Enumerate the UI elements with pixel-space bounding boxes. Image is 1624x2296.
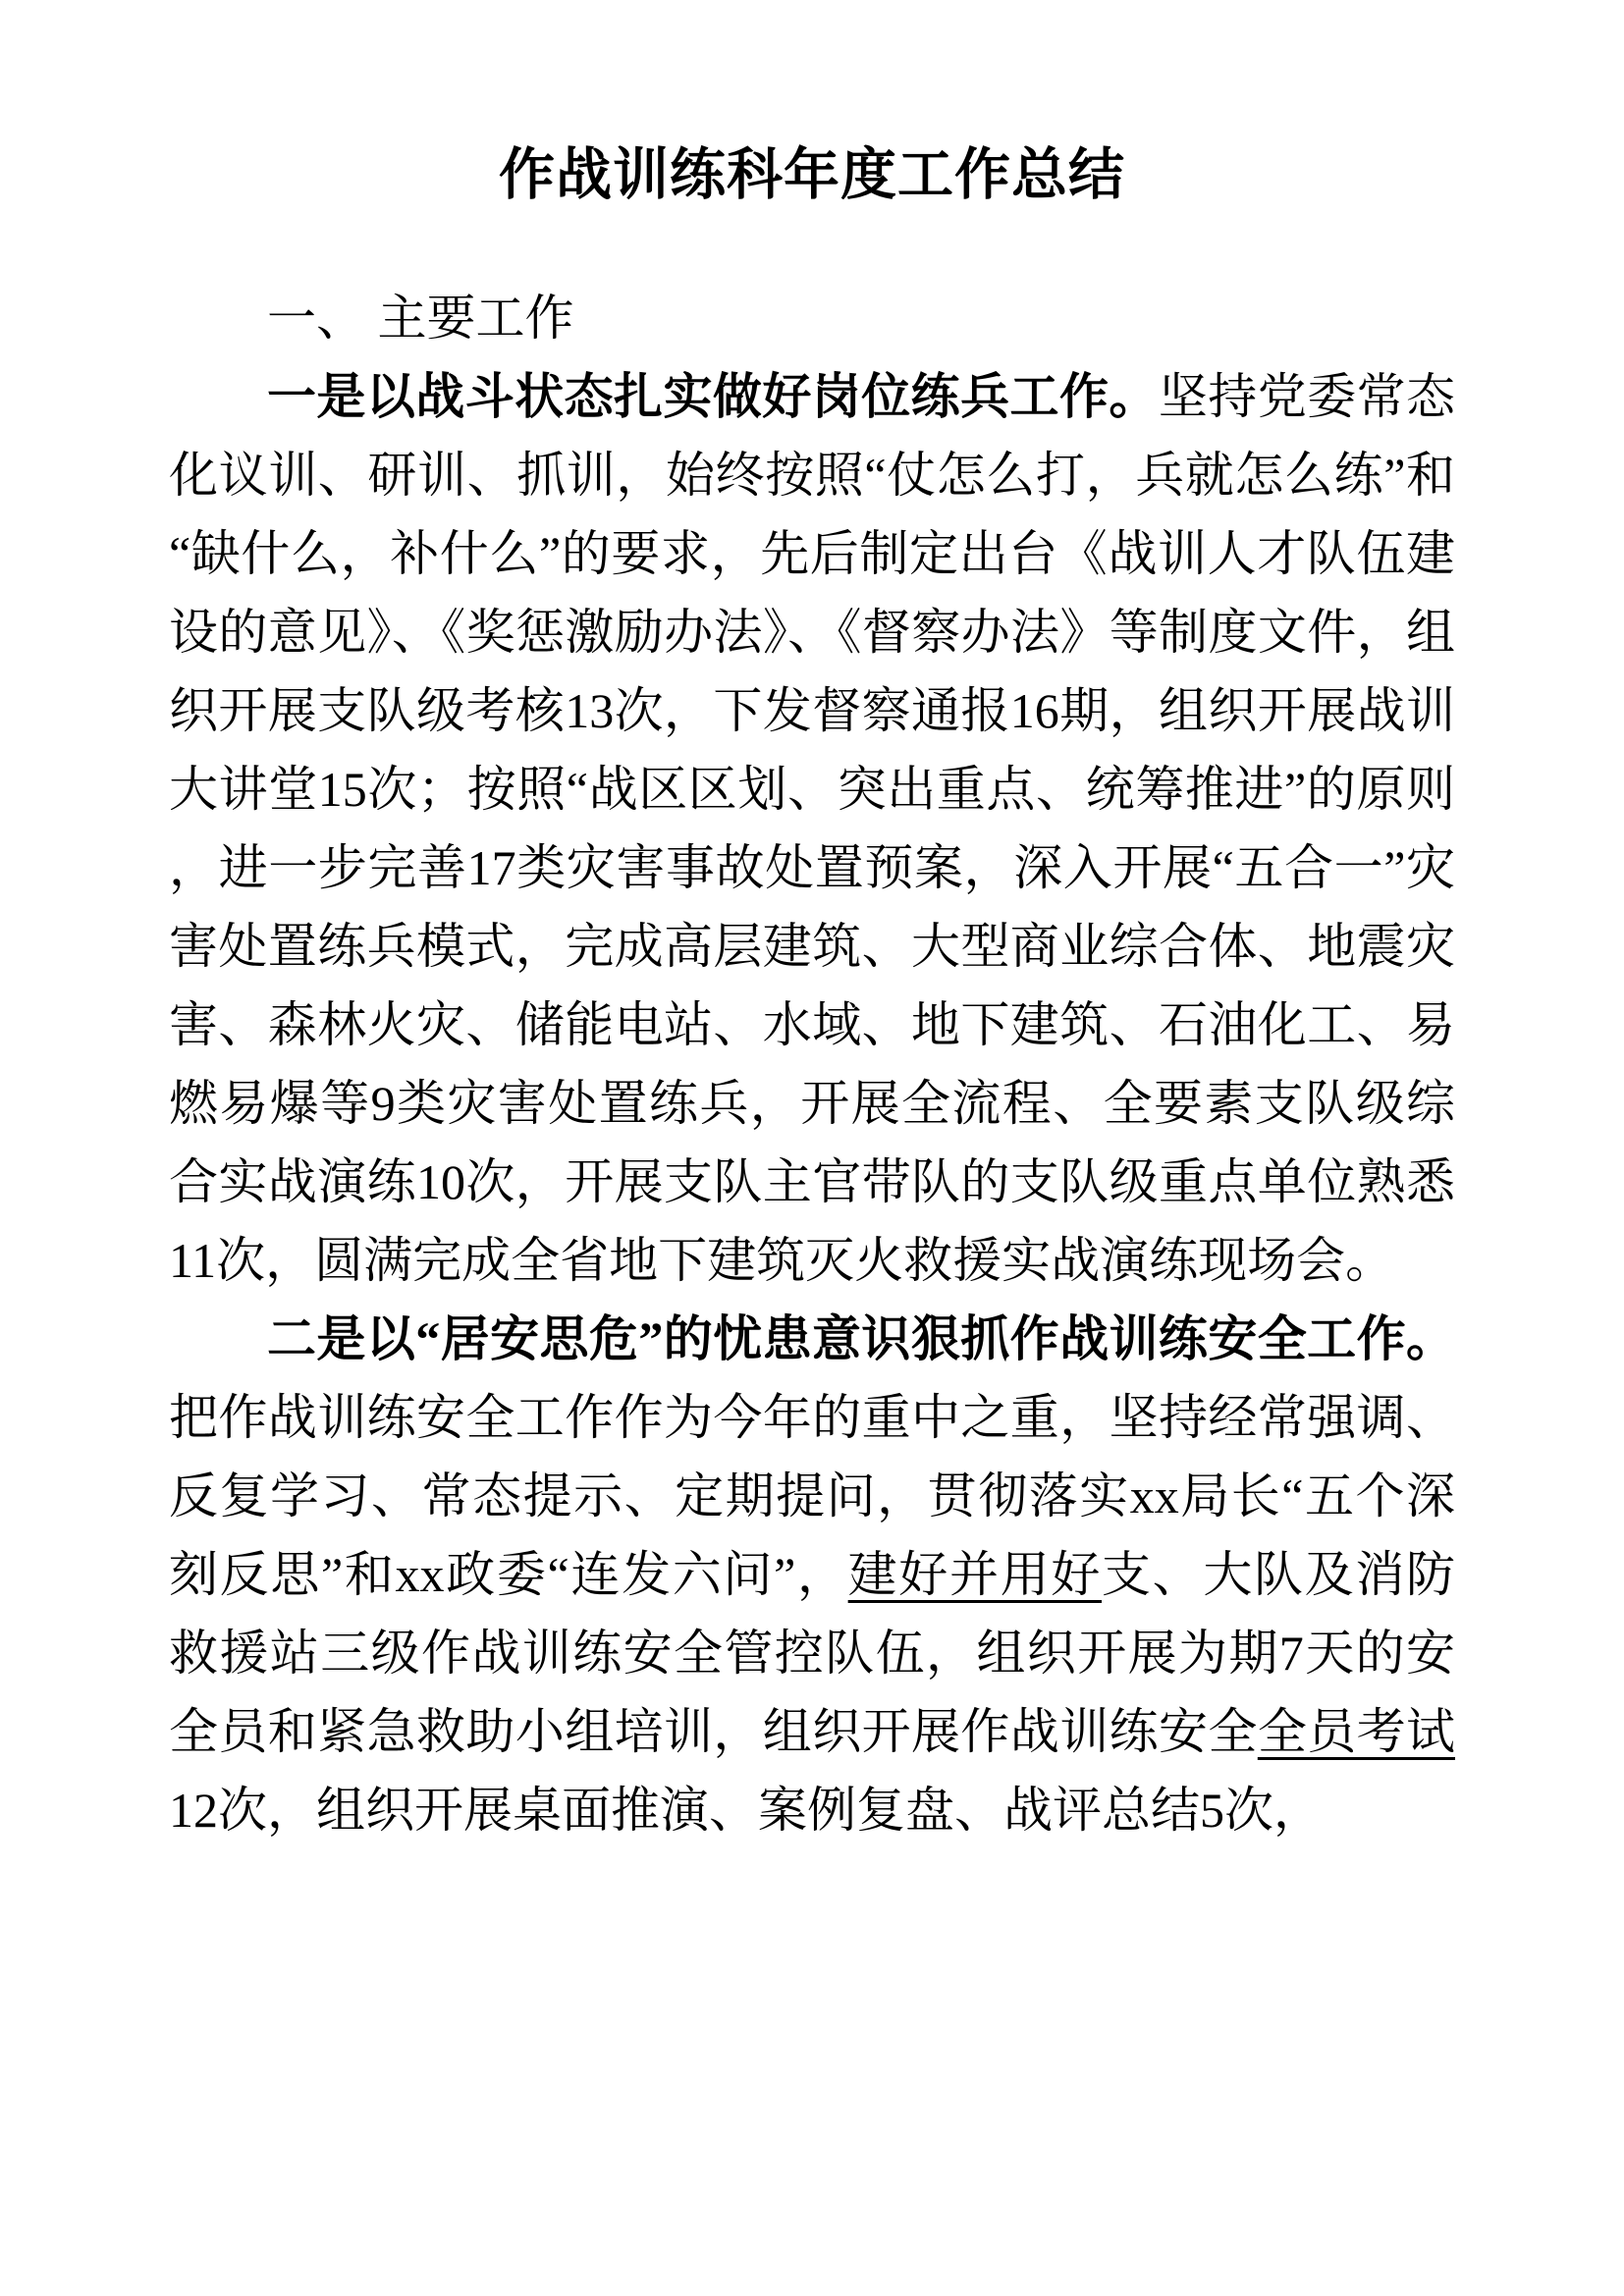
paragraph-container [169, 357, 1455, 1849]
text-segment-bold: 二是以“居安思危”的忧患意识狠抓作战训练安全工作。 [267, 1311, 1455, 1366]
text-segment-normal: 坚持党委常态化议训、研训、抓训，始终按照“仗怎么打，兵就怎么练”和“缺什么，补什么”的要求，先后制定出台《战训人才队伍建设的意见》、《奖惩激励办法》、《督察办法》等制度文件，组织开展支队级考核13次，下发督察通报16期，组织开展战训大讲堂15次；按照“战区区划、突出重点、统筹推进”的原则，进一步完善17类灾害事故处置预案，深入开展“五合一”灾害处置练兵模式，完成高层建筑、大型商业综合体、地震灾害、森林火灾、储能电站、水域、地下建筑、石油化工、易燃易爆等9类灾害处置练兵，开展全流程、全要素支队级综合实战演练10次，开展支队主官带队的支队级重点单位熟悉11次，圆满完成全省地下建筑灭火救援实战演练现场会。 [169, 369, 1456, 1288]
document-title: 作战训练科年度工作总结 [499, 144, 1125, 206]
text-segment-bold: 一是以战斗状态扎实做好岗位练兵工作。 [267, 369, 1159, 424]
document-body [169, 279, 1455, 1849]
text-segment-underline: 全员考试 [1257, 1704, 1456, 1759]
paragraph-2 [169, 1300, 1455, 1849]
text-segment-underline: 建好并用好 [847, 1547, 1102, 1602]
text-segment-normal: 支、大队及消防救援站三级作战训练安全管控队伍，组织开展为期7天的安全员和紧急救助小组培训，组织开展作战训练安全 [169, 1547, 1456, 1759]
section-heading: 一、 主要工作 [267, 291, 574, 346]
text-segment-normal: 把作战训练安全工作作为今年的重中之重，坚持经常强调、反复学习、常态提示、定期提问，贯彻落实xx局长“五个深刻反思”和xx政委“连发六问”， [169, 1390, 1455, 1602]
text-segment-normal: 12次，组织开展桌面推演、案例复盘、战评总结5次， [169, 1783, 1323, 1838]
paragraph-1 [169, 357, 1455, 1300]
